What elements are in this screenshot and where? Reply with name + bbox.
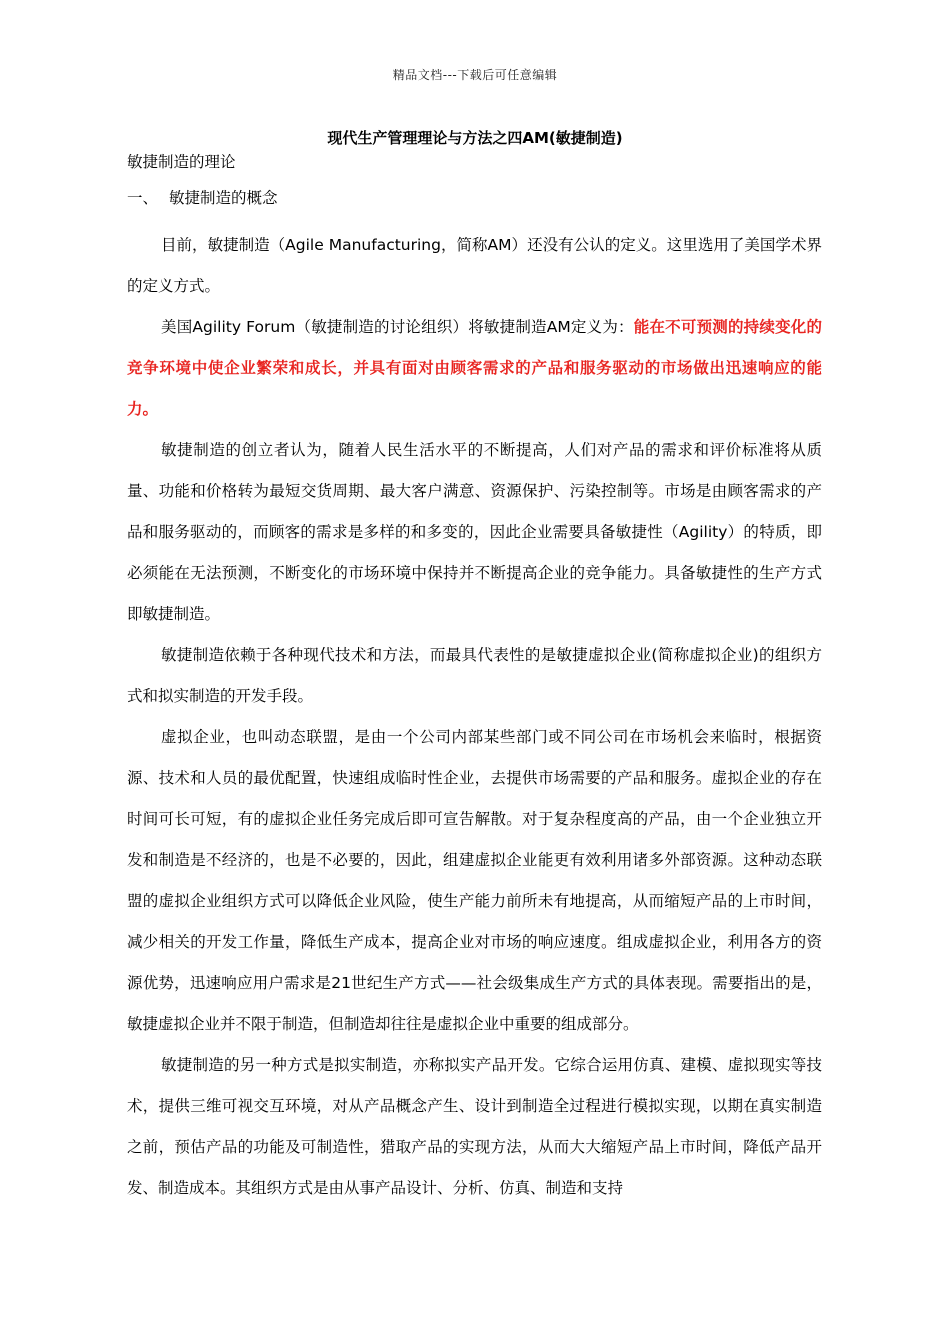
definition-highlight: 能在不可预测的持续变化的竞争环境中使企业繁荣和成长，并具有面对由顾客需求的产品和服务驱动的市场做出迅速响应的能力。	[127, 318, 822, 418]
document-title: 现代生产管理理论与方法之四AM(敏捷制造)	[327, 129, 623, 147]
paragraph: 敏捷制造依赖于各种现代技术和方法，而最具代表性的是敏捷虚拟企业(简称虚拟企业)的组织方式和拟实制造的开发手段。	[127, 646, 822, 705]
paragraph: 敏捷制造的另一种方式是拟实制造，亦称拟实产品开发。它综合运用仿真、建模、虚拟现实等技术，提供三维可视交互环境，对从产品概念产生、设计到制造全过程进行模拟实现，以期在真实制造之前，预估产品的功能及可制造性，猎取产品的实现方法，从而大大缩短产品上市时间，降低产品开发、制造成本。其组织方式是由从事产品设计、分析、仿真、制造和支持	[127, 1056, 822, 1197]
page-header: 精品文档---下载后可任意编辑	[392, 68, 558, 82]
section-number: 一、	[127, 189, 159, 207]
paragraph-text: 美国Agility Forum（敏捷制造的讨论组织）将敏捷制造AM定义为：	[161, 318, 634, 336]
paragraph: 敏捷制造的创立者认为，随着人民生活水平的不断提高，人们对产品的需求和评价标准将从质量、功能和价格转为最短交货周期、最大客户满意、资源保护、污染控制等。市场是由顾客需求的产品和服务驱动的，而顾客的需求是多样的和多变的，因此企业需要具备敏捷性（Agility）的特质，即必须能在无法预测，不断变化的市场环境中保持并不断提高企业的竞争能力。具备敏捷性的生产方式即敏捷制造。	[127, 441, 822, 623]
paragraph: 目前，敏捷制造（Agile Manufacturing，简称AM）还没有公认的定义。这里选用了美国学术界的定义方式。	[127, 236, 822, 295]
paragraph: 虚拟企业，也叫动态联盟，是由一个公司内部某些部门或不同公司在市场机会来临时，根据资源、技术和人员的最优配置，快速组成临时性企业，去提供市场需要的产品和服务。虚拟企业的存在时间可长可短，有的虚拟企业任务完成后即可宣告解散。对于复杂程度高的产品，由一个企业独立开发和制造是不经济的，也是不必要的，因此，组建虚拟企业能更有效利用诸多外部资源。这种动态联盟的虚拟企业组织方式可以降低企业风险，使生产能力前所未有地提高，从而缩短产品的上市时间，减少相关的开发工作量，降低生产成本，提高企业对市场的响应速度。组成虚拟企业，利用各方的资源优势，迅速响应用户需求是21世纪生产方式——社会级集成生产方式的具体表现。需要指出的是，敏捷虚拟企业并不限于制造，但制造却往往是虚拟企业中重要的组成部分。	[127, 728, 822, 1033]
paragraph	[127, 307, 822, 430]
section-title: 敏捷制造的概念	[169, 189, 278, 207]
document-body	[127, 225, 822, 1209]
section-heading	[127, 188, 278, 208]
document-subtitle: 敏捷制造的理论	[127, 153, 236, 171]
